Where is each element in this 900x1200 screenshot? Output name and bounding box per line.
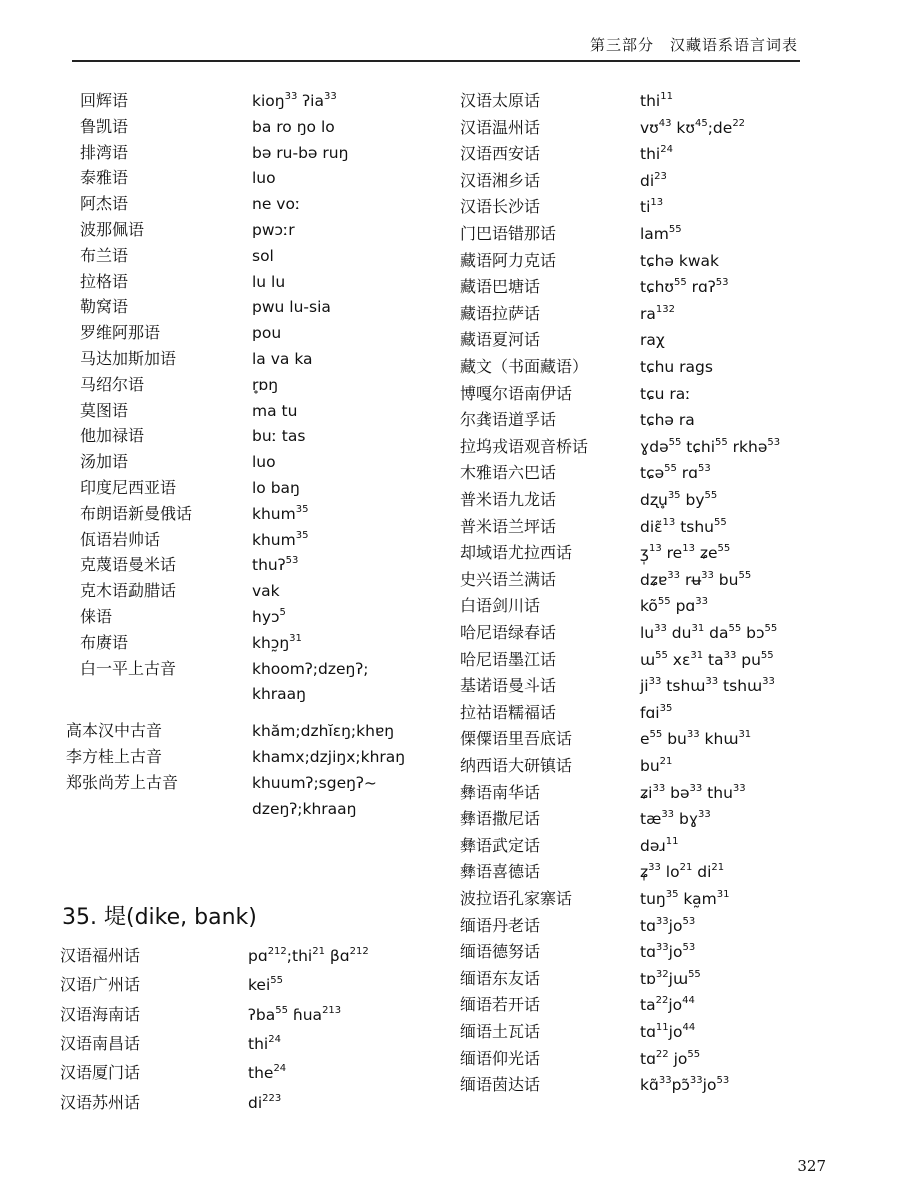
language-name: 彝语武定话 — [460, 835, 541, 855]
phonetic-form: $di^{23}$ — [640, 170, 667, 190]
vocabulary-row — [460, 357, 713, 377]
phonetic-form: buː tas — [252, 427, 306, 446]
vocabulary-row — [80, 297, 331, 317]
language-name: 马达加斯加语 — [80, 349, 177, 368]
language-name: 彝语撒尼话 — [460, 809, 541, 829]
vocabulary-row — [460, 836, 679, 856]
phonetic-form: $ji^{33}$ tshɯ$^{33}$ tshɯ$^{33}$ — [640, 676, 775, 696]
phonetic-form: luo — [252, 169, 276, 188]
vocabulary-row — [60, 946, 369, 966]
phonetic-form: lam$^{55}$ — [640, 224, 682, 243]
phonetic-form: $ra^{132}$ — [640, 303, 675, 323]
language-name: 缅语茵达话 — [460, 1075, 541, 1095]
language-name: 汉语西安话 — [460, 144, 541, 164]
language-name: 他加禄语 — [80, 426, 145, 446]
running-header: 第三部分 汉藏语系语言词表 — [589, 36, 798, 54]
phonetic-form: khăm;dzhĭɛŋ;khɐŋ — [252, 722, 395, 740]
phonetic-form: ne voː — [252, 195, 301, 214]
language-name: 彝语喜德话 — [460, 862, 541, 882]
phonetic-form: tɕhə ra — [640, 411, 695, 430]
language-name: 汉语厦门话 — [60, 1063, 141, 1083]
language-name: 哈尼语绿春话 — [460, 623, 557, 642]
phonetic-form: $kɑ̃^{33}pɔ̃^{33}jo^{53}$ — [640, 1075, 730, 1095]
page-number: 327 — [797, 1157, 826, 1175]
phonetic-form: r̥ɒŋ — [252, 375, 279, 394]
vocabulary-row — [460, 623, 777, 643]
language-name: 缅语丹老话 — [460, 915, 541, 935]
language-name: 布赓语 — [80, 632, 129, 652]
vocabulary-row — [60, 1063, 286, 1083]
language-name: 汉语湘乡话 — [460, 170, 541, 190]
language-name: 白语剑川话 — [460, 596, 541, 616]
vocabulary-row — [66, 799, 356, 819]
phonetic-form: kioŋ$^{33}$ ʔia$^{33}$ — [252, 91, 337, 110]
phonetic-form: tɕə$^{55}$ rɑ$^{53}$ — [640, 463, 711, 483]
vocabulary-row — [460, 490, 717, 510]
language-name: 罗维阿那语 — [80, 323, 161, 343]
language-name: 基诺语曼斗话 — [460, 676, 557, 696]
phonetic-form: $ti^{13}$ — [640, 197, 664, 217]
phonetic-form: $tɑ^{11}jo^{44}$ — [640, 1022, 696, 1041]
phonetic-form: khuumʔ;sgeŋʔ~ — [252, 774, 377, 792]
vocabulary-row — [80, 143, 348, 163]
phonetic-form: $e^{55}$ $bu^{33}$ khɯ$^{31}$ — [640, 729, 752, 749]
language-name: 藏文（书面藏语） — [460, 357, 589, 376]
phonetic-form: hyɔ$^5$ — [252, 607, 286, 626]
vocabulary-row — [80, 91, 337, 111]
vocabulary-row — [60, 1093, 281, 1113]
language-name: 纳西语大研镇话 — [460, 756, 573, 775]
vocabulary-row — [80, 272, 285, 292]
vocabulary-row — [460, 144, 673, 164]
language-name: 藏语阿力克话 — [460, 250, 557, 270]
language-name: 克木语勐腊话 — [80, 581, 177, 601]
language-name: 拉祜语糯福话 — [460, 702, 557, 722]
vocabulary-row — [460, 995, 695, 1015]
language-name: 汉语海南话 — [60, 1004, 141, 1024]
phonetic-form: dəɹ$^{11}$ — [640, 835, 679, 855]
language-name: 藏语拉萨话 — [460, 303, 541, 323]
language-name: 回辉语 — [80, 91, 129, 110]
vocabulary-row — [460, 91, 673, 111]
language-name: 却域语尤拉西话 — [460, 543, 573, 563]
vocabulary-row — [460, 650, 774, 670]
vocabulary-row — [460, 330, 665, 350]
phonetic-form: the$^{24}$ — [248, 1063, 287, 1083]
language-name: 史兴语兰满话 — [460, 569, 557, 589]
phonetic-form: $lu^{33}$ $du^{31}$ $da^{55}$ bɔ$^{55}$ — [640, 623, 778, 642]
vocabulary-row — [460, 703, 672, 723]
phonetic-form: khum$^{35}$ — [252, 503, 309, 523]
vocabulary-row — [460, 596, 708, 616]
language-name: 缅语土瓦话 — [460, 1022, 541, 1041]
vocabulary-row — [460, 1075, 729, 1095]
language-name: 缅语若开话 — [460, 995, 541, 1015]
language-name: 鲁凯语 — [80, 116, 129, 136]
phonetic-form: vak — [252, 582, 280, 601]
phonetic-form: ʔba$^{55}$ ɦua$^{213}$ — [248, 1004, 342, 1024]
language-name: 拉坞戎语观音桥话 — [460, 436, 589, 456]
vocabulary-row — [80, 530, 308, 550]
language-name: 布朗语新曼俄话 — [80, 503, 193, 523]
phonetic-form: luo — [252, 453, 276, 472]
phonetic-form: ɣdə$^{55}$ tɕhi$^{55}$ rkhə$^{53}$ — [640, 436, 781, 456]
phonetic-form: $tɑ^{33}jo^{53}$ — [640, 942, 696, 962]
vocabulary-row — [80, 220, 295, 240]
phonetic-form: khamx;dzjiŋx;khraŋ — [252, 748, 406, 766]
vocabulary-row — [460, 384, 690, 404]
vocabulary-row — [80, 194, 300, 214]
phonetic-form: bə ru-bə ruŋ — [252, 143, 349, 162]
phonetic-form: pɑ$^{212}$;thi$^{21}$ βɑ$^{212}$ — [248, 946, 369, 965]
vocabulary-row — [80, 401, 297, 421]
language-name: 彝语南华话 — [460, 782, 541, 802]
language-name: 高本汉中古音 — [66, 721, 163, 740]
language-name: 波拉语孔家寨话 — [460, 889, 573, 908]
vocabulary-row — [80, 607, 286, 627]
vocabulary-row — [460, 809, 711, 829]
phonetic-form: pou — [252, 324, 282, 343]
language-name: 普米语九龙话 — [460, 490, 557, 509]
language-name: 普米语兰坪话 — [460, 516, 557, 536]
phonetic-form: $khɔ̰ŋ^{31}$ — [252, 632, 302, 652]
language-name: 郑张尚芳上古音 — [66, 773, 179, 792]
vocabulary-row — [460, 862, 724, 882]
language-name: 藏语夏河话 — [460, 330, 541, 350]
vocabulary-row — [460, 304, 675, 324]
language-name: 汉语太原话 — [460, 91, 541, 110]
phonetic-form: dʐu̥$^{35}$ $by^{55}$ — [640, 490, 718, 509]
language-name — [66, 799, 252, 819]
vocabulary-row — [460, 224, 682, 244]
vocabulary-row — [460, 1022, 695, 1042]
phonetic-form: khum$^{35}$ — [252, 529, 309, 549]
vocabulary-row — [460, 676, 775, 696]
language-name: 泰雅语 — [80, 168, 129, 188]
vocabulary-row — [460, 277, 729, 297]
language-name: 佤语岩帅话 — [80, 529, 161, 549]
language-name: 汉语长沙话 — [460, 197, 541, 217]
language-name: 布兰语 — [80, 245, 129, 265]
vocabulary-row — [460, 729, 751, 749]
phonetic-form: ʒ̩$^{13}$ $re^{13}$ ʑe$^{55}$ — [640, 543, 731, 563]
vocabulary-row — [460, 756, 672, 776]
vocabulary-row — [460, 197, 663, 217]
phonetic-form: pwu lu-sia — [252, 298, 331, 317]
vocabulary-row — [460, 251, 719, 271]
phonetic-form: dzeŋʔ;khraaŋ — [252, 800, 357, 818]
language-name — [80, 684, 252, 704]
phonetic-form: thi$^{11}$ — [640, 91, 673, 110]
language-name: 藏语巴塘话 — [460, 277, 541, 297]
phonetic-form: dʑɐ$^{33}$ rʉ$^{33}$ $bu^{55}$ — [640, 569, 752, 589]
vocabulary-row — [460, 543, 730, 563]
language-name: 排湾语 — [80, 142, 129, 162]
phonetic-form: $tɑ^{33}jo^{53}$ — [640, 915, 696, 935]
vocabulary-row — [80, 478, 300, 498]
header-rule — [72, 60, 800, 62]
language-name: 汉语苏州话 — [60, 1092, 141, 1112]
phonetic-form: $di^{223}$ — [248, 1092, 282, 1112]
vocabulary-row — [60, 975, 283, 995]
language-name: 汉语南昌话 — [60, 1033, 141, 1053]
phonetic-form: tɕu raː — [640, 384, 691, 403]
phonetic-form: tɕhu rags — [640, 358, 713, 376]
vocabulary-row — [80, 633, 302, 653]
phonetic-form: diɛ̃$^{13}$ tshu$^{55}$ — [640, 516, 727, 536]
phonetic-form: vʊ$^{43}$ $kʊ^{45};de^{22}$ — [640, 117, 746, 137]
language-name: 汉语广州话 — [60, 975, 141, 995]
vocabulary-row — [80, 246, 274, 266]
language-name: 波那佩语 — [80, 220, 145, 239]
vocabulary-row — [80, 349, 313, 369]
language-name: 阿杰语 — [80, 194, 129, 214]
language-name: 缅语仰光话 — [460, 1048, 541, 1068]
vocabulary-row — [460, 437, 780, 457]
phonetic-form: lu lu — [252, 272, 286, 291]
vocabulary-row — [66, 721, 394, 741]
language-name: 俫语 — [80, 607, 113, 626]
vocabulary-row — [460, 517, 727, 537]
phonetic-form: ɯ$^{55}$ xɛ$^{31}$ $ta^{33}$ $pu^{55}$ — [640, 649, 774, 669]
language-name: 勒窝语 — [80, 297, 129, 317]
vocabulary-row — [80, 684, 306, 704]
language-name: 木雅语六巴话 — [460, 463, 557, 483]
vocabulary-row — [460, 783, 746, 803]
language-name: 尔龚语道孚话 — [460, 410, 557, 430]
phonetic-form: tuŋ$^{35}$ $ka̰m^{31}$ — [640, 889, 730, 908]
vocabulary-row — [80, 555, 298, 575]
language-name: 汉语温州话 — [460, 117, 541, 137]
vocabulary-row — [80, 659, 368, 679]
language-name: 缅语德努话 — [460, 942, 541, 962]
language-name: 门巴语错那话 — [460, 224, 557, 243]
vocabulary-row — [80, 581, 280, 601]
phonetic-form: ma tu — [252, 401, 298, 420]
vocabulary-row — [80, 426, 305, 446]
phonetic-form: thi$^{24}$ — [640, 144, 673, 164]
vocabulary-row — [80, 452, 276, 472]
phonetic-form: sol — [252, 246, 274, 265]
phonetic-form: fɑi$^{35}$ — [640, 702, 673, 722]
phonetic-form: khoomʔ;dzeŋʔ; — [252, 659, 369, 678]
language-name: 马绍尔语 — [80, 374, 145, 394]
language-name: 李方桂上古音 — [66, 747, 163, 766]
language-name: 克蔑语曼米话 — [80, 555, 177, 575]
vocabulary-row — [460, 1049, 700, 1069]
vocabulary-row — [66, 747, 405, 767]
language-name: 白一平上古音 — [80, 658, 177, 678]
vocabulary-row — [80, 117, 335, 137]
vocabulary-row — [460, 171, 667, 191]
vocabulary-row — [460, 118, 745, 138]
vocabulary-row — [460, 916, 695, 936]
phonetic-form: kei$^{55}$ — [248, 975, 284, 995]
language-name: 傈僳语里吾底话 — [460, 729, 573, 749]
phonetic-form: thi$^{24}$ — [248, 1033, 281, 1053]
vocabulary-row — [460, 570, 751, 590]
phonetic-form: raχ — [640, 331, 665, 350]
language-name: 哈尼语墨江话 — [460, 649, 557, 669]
vocabulary-row — [460, 969, 701, 989]
phonetic-form: khraaŋ — [252, 685, 306, 704]
phonetic-form: ba ro ŋo lo — [252, 117, 335, 136]
vocabulary-row — [460, 463, 711, 483]
phonetic-form: pwɔːr — [252, 221, 295, 239]
phonetic-form: tɕhʊ$^{55}$ rɑʔ$^{53}$ — [640, 277, 729, 297]
phonetic-form: tɑ$^{22}$ $jo^{55}$ — [640, 1048, 701, 1068]
vocabulary-row — [60, 1034, 281, 1054]
vocabulary-row — [80, 504, 308, 524]
language-name: 缅语东友话 — [460, 968, 541, 988]
phonetic-form: $bu^{21}$ — [640, 756, 673, 775]
language-name: 印度尼西亚语 — [80, 478, 177, 497]
language-name: 汉语福州话 — [60, 946, 141, 965]
language-name: 博嘎尔语南伊话 — [460, 383, 573, 403]
vocabulary-row — [66, 773, 377, 793]
vocabulary-row — [80, 168, 276, 188]
phonetic-form: tɒ$^{32}$jɯ$^{55}$ — [640, 968, 701, 988]
phonetic-form: la va ka — [252, 350, 313, 368]
phonetic-form: ʑi$^{33}$ bə$^{33}$ thu$^{33}$ — [640, 782, 746, 802]
phonetic-form: $tæ^{33}$ bɣ$^{33}$ — [640, 809, 711, 829]
vocabulary-row — [80, 323, 281, 343]
language-name: 汤加语 — [80, 452, 129, 472]
phonetic-form: lo baŋ — [252, 479, 300, 497]
phonetic-form: $kõ^{55}$ pɑ$^{33}$ — [640, 596, 708, 616]
vocabulary-row — [460, 942, 695, 962]
vocabulary-row — [60, 1005, 341, 1025]
section-title: 35. 堤(dike, bank) — [62, 905, 257, 930]
vocabulary-row — [460, 889, 729, 909]
phonetic-form: ʑ̩$^{33}$ $lo^{21}$ $di^{21}$ — [640, 862, 725, 882]
language-name: 拉格语 — [80, 271, 129, 291]
vocabulary-row — [460, 410, 695, 430]
phonetic-form: tɕhə kwak — [640, 251, 720, 270]
language-name: 莫图语 — [80, 400, 129, 420]
phonetic-form: $ta^{22}jo^{44}$ — [640, 995, 695, 1015]
phonetic-form: thuʔ$^{53}$ — [252, 555, 299, 575]
vocabulary-row — [80, 375, 278, 395]
